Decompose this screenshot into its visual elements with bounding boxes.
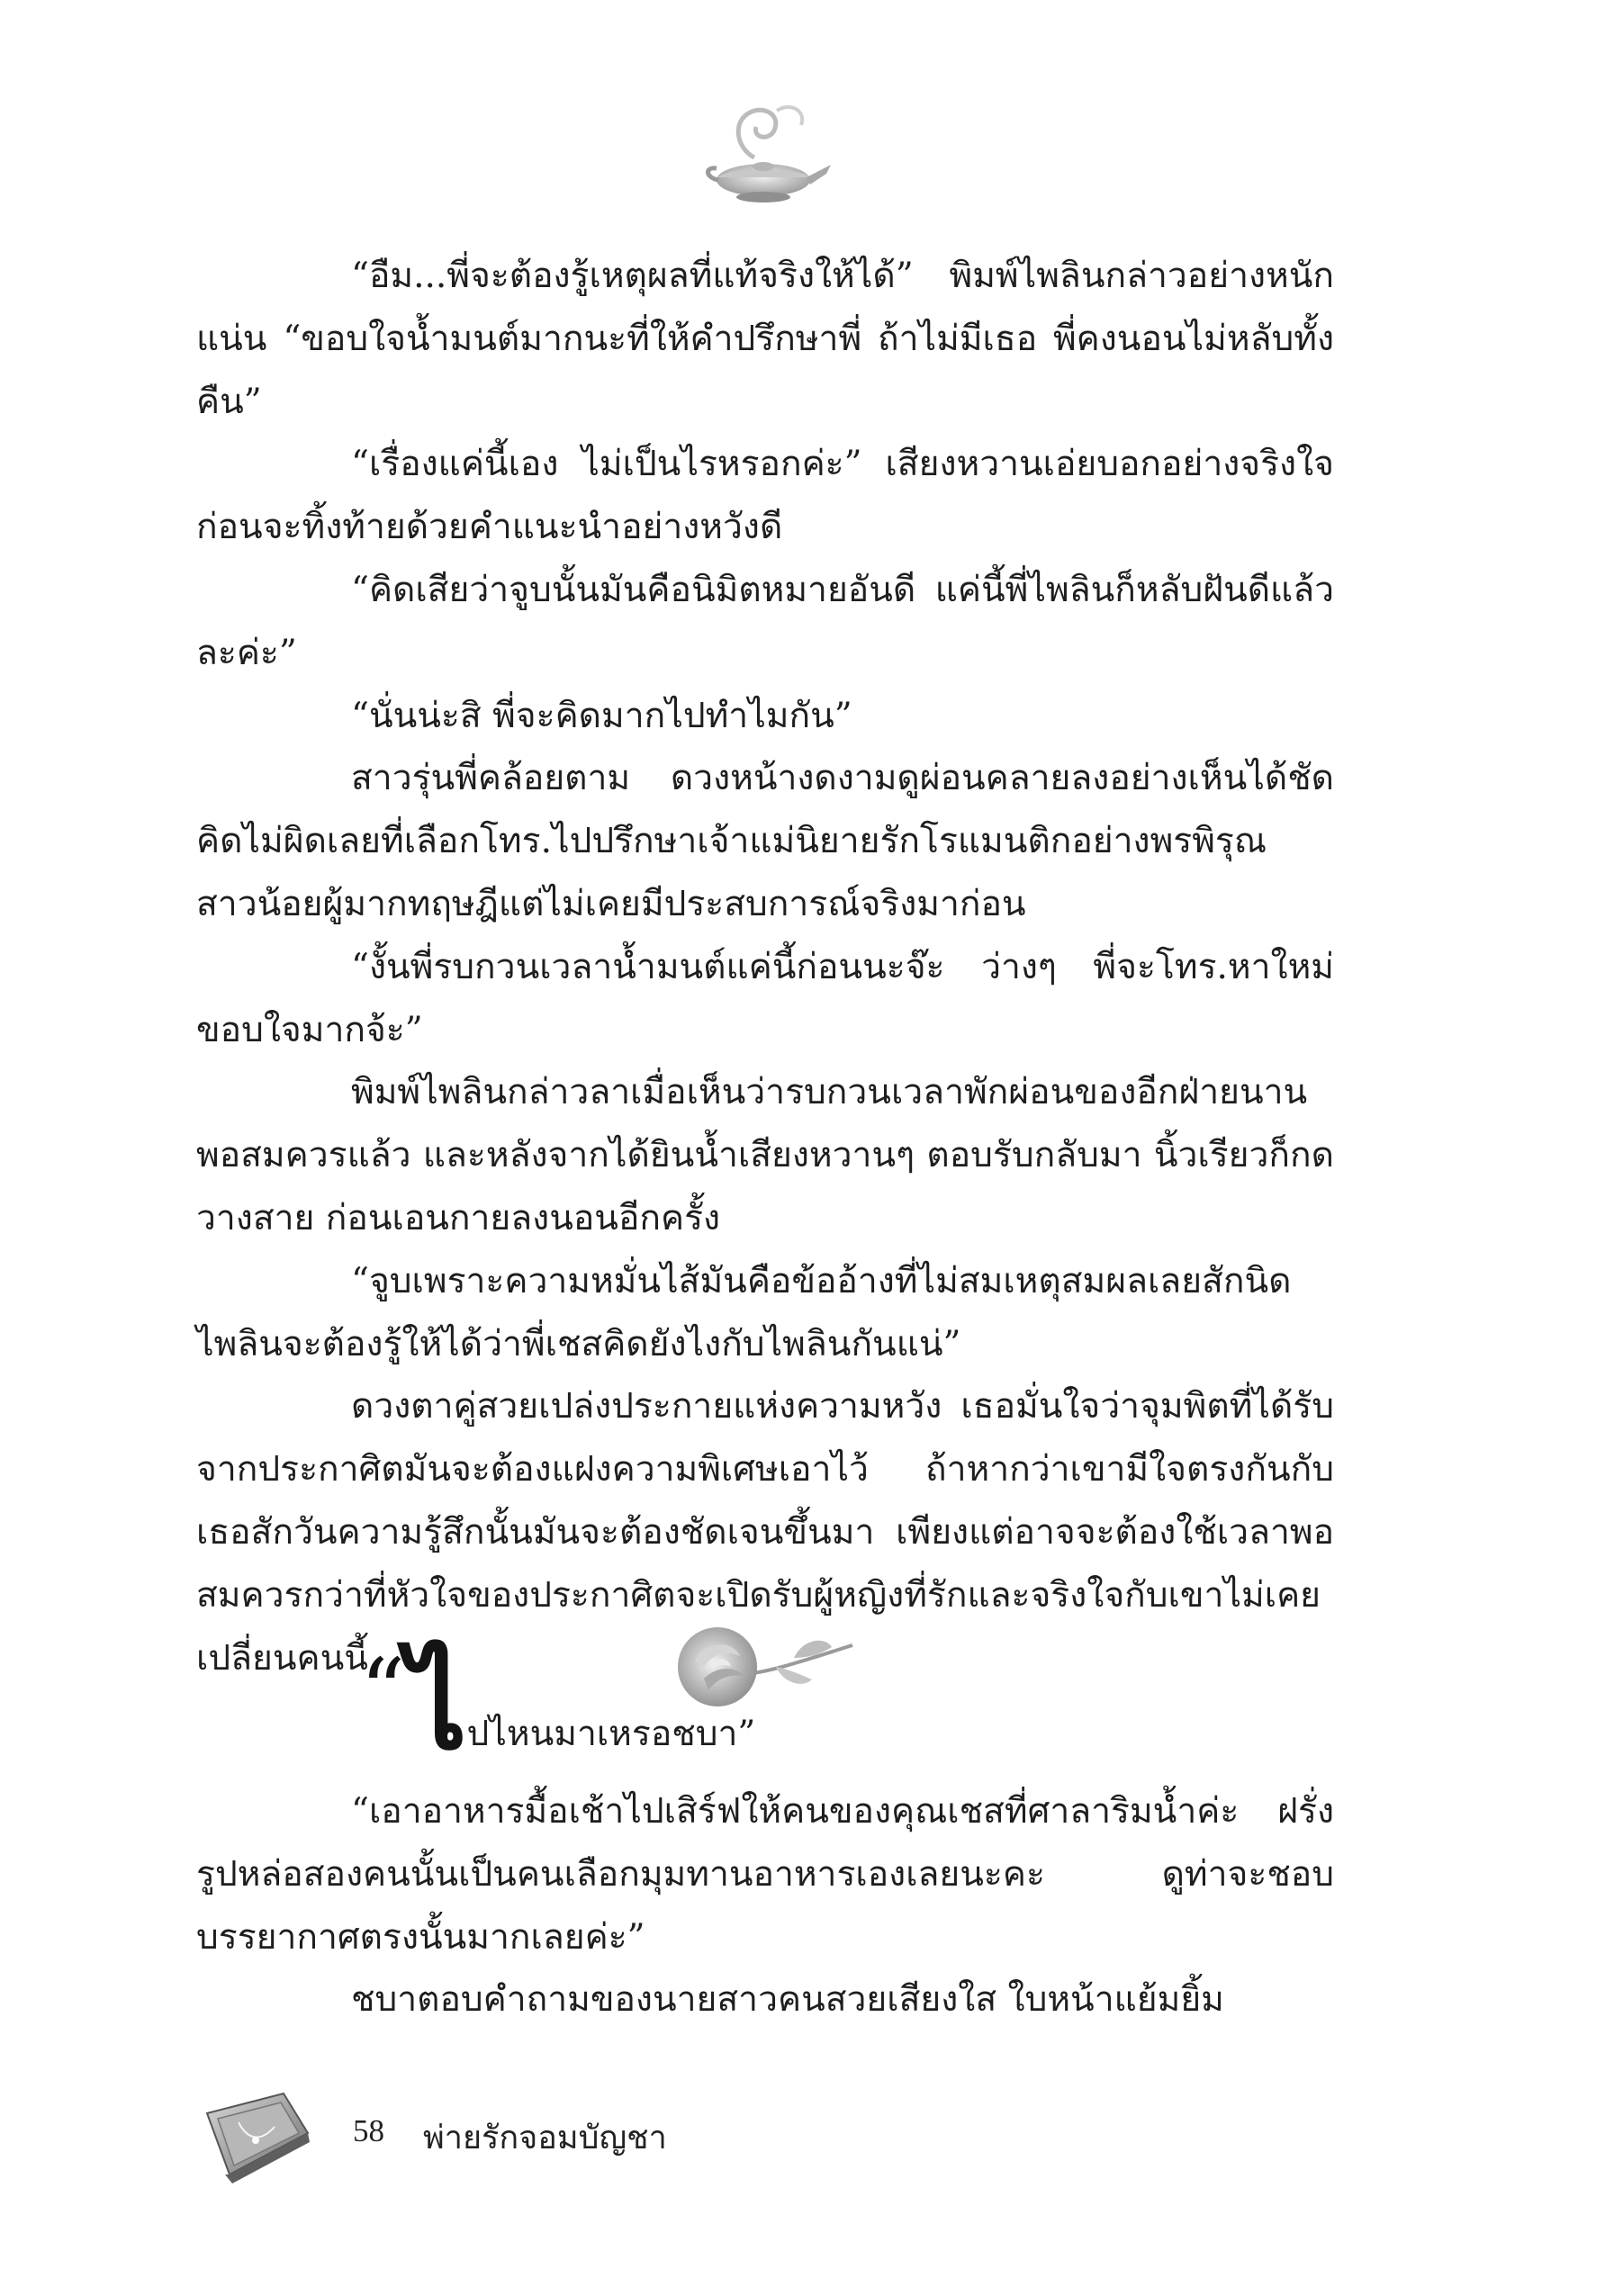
paragraph: สาวรุ่นพี่คล้อยตาม ดวงหน้างดงามดูผ่อนคลายลงอย่างเห็นได้ชัด คิดไม่ผิดเลยที่เลือกโทร.ไปปรึกษาเจ้าแม่นิยายรักโรแมนติกอย่างพรพิรุณ สาวน้อยผู้มากทฤษฎีแต่ไม่เคยมีประสบการณ์จริงมาก่อน [196,758,1334,924]
chapter-first-line: ปไหนมาเหรอชบา” [466,1714,756,1755]
paragraph: “อืม...พี่จะต้องรู้เหตุผลที่แท้จริงให้ได้” พิมพ์ไพลินกล่าวอย่างหนักแน่น “ขอบใจน้ำมนต์มากนะที่ให้คำปรึกษาพี่ ถ้าไม่มีเธอ พี่คงนอนไม่หลับทั้งคืน” [196,256,1334,422]
paragraph: ชบาตอบคำถามของนายสาวคนสวยเสียงใส ใบหน้าแย้มยิ้ม [351,1979,1224,2021]
body-text-continued [196,1780,1334,2031]
paragraph: “เรื่องแค่นี้เอง ไม่เป็นไรหรอกค่ะ” เสียงหวานเอ่ยบอกอย่างจริงใจก่อนจะทิ้งท้ายด้วยคำแนะนำอย่างหวังดี [196,444,1334,548]
paragraph: “เอาอาหารมื้อเช้าไปเสิร์ฟให้คนของคุณเชสที่ศาลาริมน้ำค่ะ ฝรั่งรูปหล่อสองคนนั้นเป็นคนเลือกมุมทานอาหารเองเลยนะคะ ดูท่าจะชอบบรรยากาศตรงนั้นมากเลยค่ะ” [196,1791,1334,1958]
paragraph: “นั่นน่ะสิ พี่จะคิดมากไปทำไมกัน” [351,695,852,736]
page-number: 58 [353,2113,384,2148]
paragraph: “จูบเพราะความหมั่นไส้มันคือข้ออ้างที่ไม่สมเหตุสมผลเลยสักนิด ไพลินจะต้องรู้ให้ได้ว่าพี่เชสคิดยังไงกับไพลินกันแน่” [196,1260,1292,1364]
magic-lamp-icon [700,95,835,212]
paragraph: “งั้นพี่รบกวนเวลาน้ำมนต์แค่นี้ก่อนนะจ๊ะ ว่างๆ พี่จะโทร.หาใหม่ขอบใจมากจ้ะ” [196,946,1334,1050]
drop-quote: “ [360,1641,406,1743]
book-title: พ่ายรักจอมบัญชา [423,2120,667,2156]
paragraph: พิมพ์ไพลินกล่าวลาเมื่อเห็นว่ารบกวนเวลาพักผ่อนของอีกฝ่ายนานพอสมควรแล้ว และหลังจากได้ยินน้ำเสียงหวานๆ ตอบรับกลับมา นิ้วเรียวก็กดวางสาย ก่อนเอนกายลงนอนอีกครั้ง [196,1072,1334,1238]
paragraph: ดวงตาคู่สวยเปล่งประกายแห่งความหวัง เธอมั่นใจว่าจุมพิตที่ได้รับจากประกาศิตมันจะต้องแฝงความพิเศษเอาไว้ ถ้าหากว่าเขามีใจตรงกันกับเธอสักวันความรู้สึกนั้นมันจะต้องชัดเจนขึ้นมา เพียงแต่อาจจะต้องใช้เวลาพอสมควรกว่าที่หัวใจของประกาศิตจะเปิดรับผู้หญิงที่รักและจริงใจกับเขาไม่เคยเปลี่ยนคนนี้ [196,1386,1334,1679]
necklace-box-icon [198,2086,315,2185]
drop-cap: ไ [407,1637,467,1778]
paragraph: “คิดเสียว่าจูบนั้นมันคือนิมิตหมายอันดี แค่นี้พี่ไพลินก็หลับฝันดีแล้วละค่ะ” [196,569,1334,673]
chapter-opening [360,1637,756,1778]
body-text [196,245,1334,1689]
